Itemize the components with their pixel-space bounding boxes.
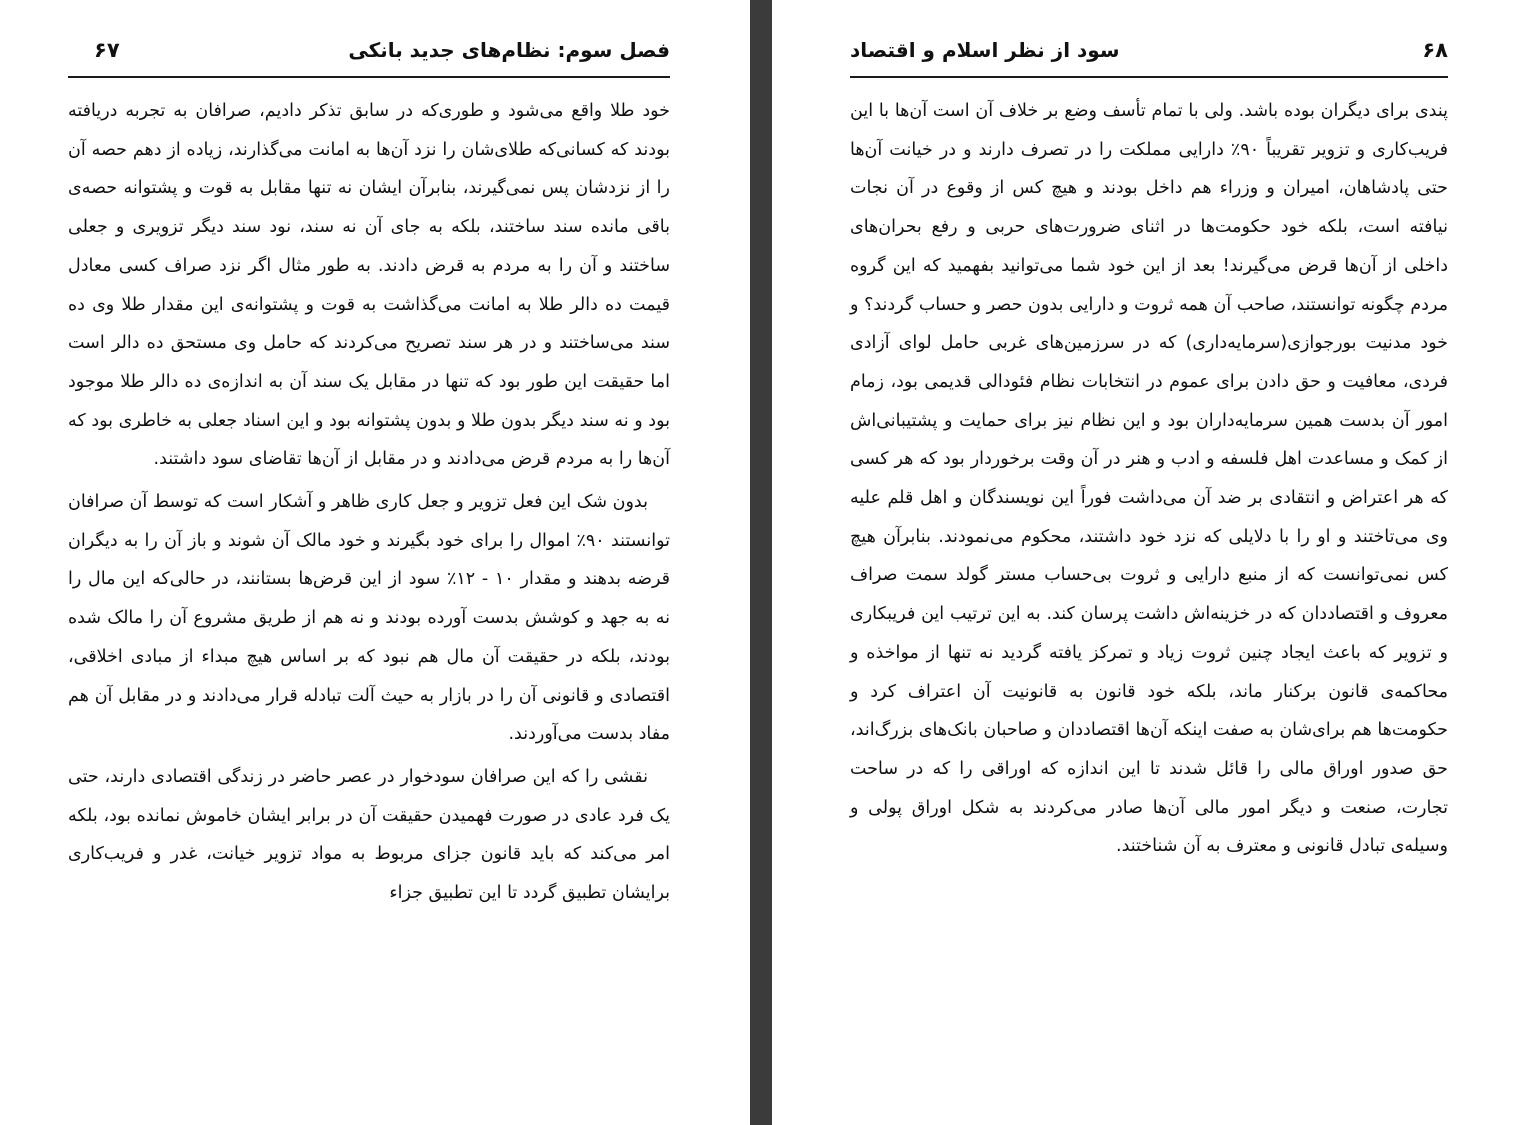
right-page-book-title: سود از نظر اسلام و اقتصاد xyxy=(850,38,1120,62)
left-page-chapter-title: فصل سوم: نظام‌های جدید بانکی xyxy=(348,38,670,62)
right-page-body xyxy=(850,92,1448,866)
left-page-header xyxy=(68,34,670,78)
left-paragraph-2: بدون شک این فعل تزویر و جعل کاری ظاهر و آشکار است که توسط آن صرافان توانستند ۹۰٪ اموال را برای خود بگیرند و خود مالک آن شوند و باز آن را به دیگران قرضه بدهند و مقدار ۱۰ - ۱۲٪ سود از این قرض‌ها بستانند، در حالی‌که این مال را نه به جهد و کوشش بدست آورده بودند و نه هم از طریق مشروع آن را مالک شده بودند، بلکه در حقیقت آن مال هم نبود که بر اساس هیچ مبداء از مبادی اخلاقی، اقتصادی و قانونی آن را در بازار به حیث آلت تبادله قرار می‌دادند و در مقابل آن هم مفاد بدست می‌آوردند. xyxy=(68,492,670,745)
book-spine-gutter xyxy=(750,0,772,1125)
right-page-number: ۶۸ xyxy=(1422,38,1448,62)
right-page-header xyxy=(850,34,1448,78)
right-page xyxy=(772,0,1524,1125)
left-paragraph-3: نقشی را که این صرافان سودخوار در عصر حاضر در زندگی اقتصادی دارند، حتی یک فرد عادی در صورت فهمیدن حقیقت آن در برابر ایشان خاموش نمانده بود، بلکه امر می‌کند که باید قانون جزای مربوط به مواد تزویر خیانت، غدر و فریب‌کاری برایشان تطبیق گردد تا این تطبیق جزاء xyxy=(68,766,670,904)
left-page-body xyxy=(68,92,670,913)
left-page xyxy=(0,0,750,1125)
right-paragraph-1: پندی برای دیگران بوده باشد. ولی با تمام تأسف وضع بر خلاف آن است آن‌ها با این فریب‌کاری و تزویر تقریباً ۹۰٪ دارایی مملکت را در تصرف دارند و در خیانت آن‌ها حتی پادشاهان، امیران و وزراء هم داخل بودند و هیچ کس از وقوع در آن نجات نیافته است، بلکه خود حکومت‌ها در اثنای ضرورت‌های حربی و رفع بحران‌های داخلی از آن‌ها قرض می‌گیرند! بعد از این خود شما می‌توانید بفهمید که این گروه مردم چگونه توانستند، صاحب آن همه ثروت و دارایی بدون حصر و حساب گردند؟ و خود مدنیت بورجوازی(سرمایه‌داری) که در سرزمین‌های غربی حامل لوای آزادی فردی، معافیت و حق دادن برای عموم در انتخابات نظام فئودالی قدیمی بود، زمام امور آن بدست همین سرمایه‌داران بود و این نظام نیز برای حمایت و پشتیبانی‌اش از کمک و مساعدت اهل فلسفه و ادب و هنر در آن وقت برخوردار بود که هر کسی که هر اعتراض و انتقادی بر ضد آن می‌داشت فوراً این نویسندگان و اهل قلم علیه وی می‌تاختند و او را با دلایلی که نزد خود داشتند، محکوم می‌نمودند. بنابرآن هیچ کس نمی‌توانست که از منبع دارایی و ثروت بی‌حساب مستر گولد سمت صراف معروف و اقتصاددان که در خزینه‌اش داشت پرسان کند. به این ترتیب این فریبکاری و تزویر که باعث ایجاد چنین ثروت زیاد و تمرکز یافته گردید نه تنها از مواخذه و محاکمه‌ی قانون برکنار ماند، بلکه خود قانون به قانونیت آن اعتراف کرد و حکومت‌ها هم برای‌شان به صفت اینکه آن‌ها اقتصاددان و صاحبان بانک‌های بزرگ‌اند، حق صدور اوراق مالی را قائل شدند تا این اندازه که اوراقی را که در ساحت تجارت، صنعت و دیگر امور مالی آن‌ها صادر می‌کردند به شکل اوراق پولی و وسیله‌ی تبادل قانونی و معترف به آن شناختند. xyxy=(850,101,1448,857)
left-paragraph-1: خود طلا واقع می‌شود و طوری‌که در سابق تذکر دادیم، صرافان به تجربه دریافته بودند که کسانی‌که طلای‌شان را نزد آن‌ها به امانت می‌گذارند، زیاده از دهم حصه آن را از نزدشان پس نمی‌گیرند، بنابرآن ایشان نه تنها مقابل به قوت و پشتوانه حصه‌ی باقی مانده سند ساختند، بلکه به جای آن نه سند، نود سند دیگر تزویری و جعلی ساختند و آن را به مردم به قرض دادند. به طور مثال اگر نزد صراف کسی معادل قیمت ده دالر طلا به امانت می‌گذاشت به قوت و پشتوانه‌ی این مقدار طلا وی ده سند می‌ساختند و در هر سند تصریح می‌کردند که حامل وی مستحق ده دالر است اما حقیقت این طور بود که تنها در مقابل یک سند آن به اندازه‌ی ده دالر طلا موجود بود و نه سند دیگر بدون طلا و بدون پشتوانه بود و این اسناد جعلی به خاطری بود که آن‌ها را به مردم قرض می‌دادند و در مقابل از آن‌ها تقاضای سود داشتند. xyxy=(68,101,670,470)
left-page-number: ۶۷ xyxy=(94,38,120,62)
